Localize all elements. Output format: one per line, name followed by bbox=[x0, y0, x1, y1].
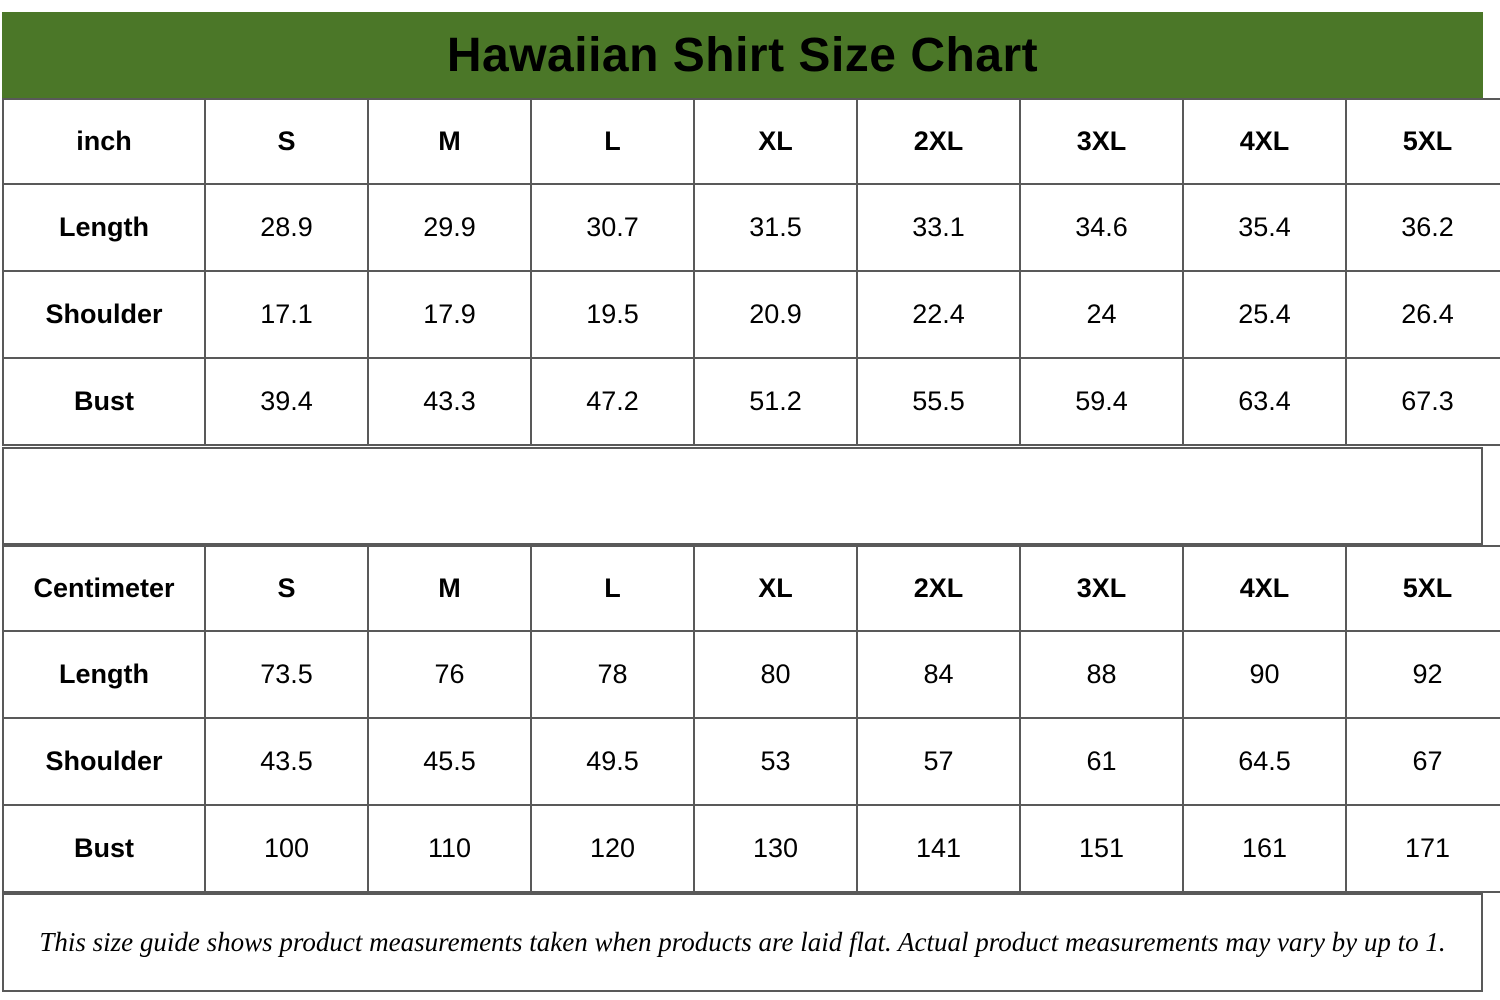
table-row bbox=[3, 631, 1500, 718]
measure-label-bust: Bust bbox=[3, 358, 205, 445]
size-header-xl: XL bbox=[694, 99, 857, 184]
cell-value: 30.7 bbox=[531, 184, 694, 271]
cell-value: 39.4 bbox=[205, 358, 368, 445]
measure-label-bust: Bust bbox=[3, 805, 205, 892]
table-row bbox=[3, 184, 1500, 271]
size-header-l: L bbox=[531, 546, 694, 631]
size-guide-note bbox=[2, 893, 1483, 992]
inch-size-table bbox=[2, 98, 1500, 446]
cell-value: 67.3 bbox=[1346, 358, 1500, 445]
cell-value: 17.9 bbox=[368, 271, 531, 358]
cell-value: 130 bbox=[694, 805, 857, 892]
cell-value: 35.4 bbox=[1183, 184, 1346, 271]
cell-value: 47.2 bbox=[531, 358, 694, 445]
cell-value: 57 bbox=[857, 718, 1020, 805]
cell-value: 63.4 bbox=[1183, 358, 1346, 445]
cell-value: 67 bbox=[1346, 718, 1500, 805]
size-header-xl: XL bbox=[694, 546, 857, 631]
measure-label-shoulder: Shoulder bbox=[3, 271, 205, 358]
table-separator bbox=[2, 447, 1483, 545]
cell-value: 78 bbox=[531, 631, 694, 718]
cell-value: 84 bbox=[857, 631, 1020, 718]
size-header-4xl: 4XL bbox=[1183, 546, 1346, 631]
page-title: Hawaiian Shirt Size Chart bbox=[446, 28, 1039, 82]
cell-value: 55.5 bbox=[857, 358, 1020, 445]
chart-title-bar bbox=[2, 12, 1483, 98]
measure-label-shoulder: Shoulder bbox=[3, 718, 205, 805]
table-header-row bbox=[3, 546, 1500, 631]
cell-value: 110 bbox=[368, 805, 531, 892]
size-header-m: M bbox=[368, 546, 531, 631]
cell-value: 51.2 bbox=[694, 358, 857, 445]
cell-value: 45.5 bbox=[368, 718, 531, 805]
cell-value: 31.5 bbox=[694, 184, 857, 271]
cell-value: 43.5 bbox=[205, 718, 368, 805]
cell-value: 49.5 bbox=[531, 718, 694, 805]
note-text: This size guide shows product measurements taken when products are laid flat. Actual product measurements may vary by up to 1. bbox=[39, 926, 1446, 957]
size-header-2xl: 2XL bbox=[857, 546, 1020, 631]
size-header-3xl: 3XL bbox=[1020, 546, 1183, 631]
cell-value: 171 bbox=[1346, 805, 1500, 892]
cell-value: 22.4 bbox=[857, 271, 1020, 358]
measure-label-length: Length bbox=[3, 631, 205, 718]
cell-value: 43.3 bbox=[368, 358, 531, 445]
cell-value: 25.4 bbox=[1183, 271, 1346, 358]
size-header-s: S bbox=[205, 99, 368, 184]
cell-value: 28.9 bbox=[205, 184, 368, 271]
size-header-4xl: 4XL bbox=[1183, 99, 1346, 184]
cell-value: 141 bbox=[857, 805, 1020, 892]
cell-value: 19.5 bbox=[531, 271, 694, 358]
unit-label-inch: inch bbox=[3, 99, 205, 184]
cell-value: 17.1 bbox=[205, 271, 368, 358]
cell-value: 80 bbox=[694, 631, 857, 718]
size-header-5xl: 5XL bbox=[1346, 99, 1500, 184]
size-header-l: L bbox=[531, 99, 694, 184]
cell-value: 53 bbox=[694, 718, 857, 805]
cell-value: 64.5 bbox=[1183, 718, 1346, 805]
cell-value: 120 bbox=[531, 805, 694, 892]
cell-value: 59.4 bbox=[1020, 358, 1183, 445]
table-row bbox=[3, 718, 1500, 805]
size-header-3xl: 3XL bbox=[1020, 99, 1183, 184]
cell-value: 20.9 bbox=[694, 271, 857, 358]
cell-value: 61 bbox=[1020, 718, 1183, 805]
cell-value: 151 bbox=[1020, 805, 1183, 892]
table-row bbox=[3, 358, 1500, 445]
cell-value: 90 bbox=[1183, 631, 1346, 718]
centimeter-size-table bbox=[2, 545, 1500, 893]
cell-value: 73.5 bbox=[205, 631, 368, 718]
cell-value: 34.6 bbox=[1020, 184, 1183, 271]
cell-value: 100 bbox=[205, 805, 368, 892]
size-header-m: M bbox=[368, 99, 531, 184]
measure-label-length: Length bbox=[3, 184, 205, 271]
cell-value: 161 bbox=[1183, 805, 1346, 892]
cell-value: 33.1 bbox=[857, 184, 1020, 271]
table-row bbox=[3, 805, 1500, 892]
cell-value: 88 bbox=[1020, 631, 1183, 718]
cell-value: 26.4 bbox=[1346, 271, 1500, 358]
cell-value: 36.2 bbox=[1346, 184, 1500, 271]
cell-value: 76 bbox=[368, 631, 531, 718]
size-header-5xl: 5XL bbox=[1346, 546, 1500, 631]
unit-label-centimeter: Centimeter bbox=[3, 546, 205, 631]
table-row bbox=[3, 271, 1500, 358]
size-header-2xl: 2XL bbox=[857, 99, 1020, 184]
cell-value: 92 bbox=[1346, 631, 1500, 718]
table-header-row bbox=[3, 99, 1500, 184]
size-header-s: S bbox=[205, 546, 368, 631]
cell-value: 24 bbox=[1020, 271, 1183, 358]
cell-value: 29.9 bbox=[368, 184, 531, 271]
